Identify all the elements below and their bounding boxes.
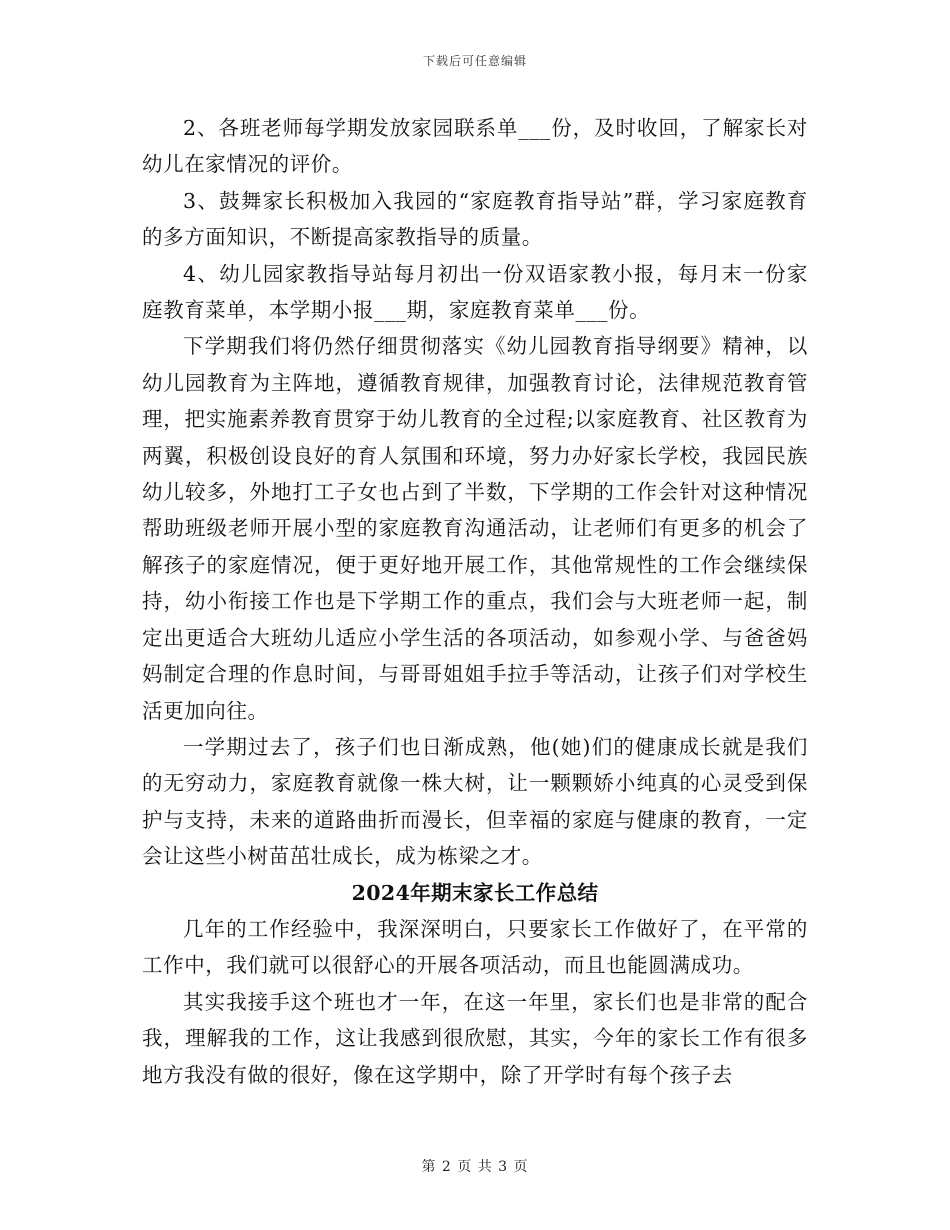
page-number: 第 2 页 共 3 页 xyxy=(421,1159,529,1175)
paragraph-item-4: 4、幼儿园家教指导站每月初出一份双语家教小报，每月末一份家庭教育菜单，本学期小报___期，家庭教育菜单___份。 xyxy=(142,261,808,323)
paragraph-conclusion: 一学期过去了，孩子们也日渐成熟，他(她)们的健康成长就是我们的无穷动力，家庭教育就像一株大树，让一颗颗娇小纯真的心灵受到保护与支持，未来的道路曲折而漫长，但幸福的家庭与健康的教育，一定会让这些小树苗茁壮成长，成为栋梁之才。 xyxy=(142,734,808,869)
paragraph-this-year: 其实我接手这个班也才一年，在这一年里，家长们也是非常的配合我，理解我的工作，这让我感到很欣慰，其实，今年的家长工作有很多地方我没有做的很好，像在这学期中，除了开学时有每个孩子去 xyxy=(142,989,808,1087)
paragraph-next-semester: 下学期我们将仍然仔细贯彻落实《幼儿园教育指导纲要》精神，以幼儿园教育为主阵地，遵循教育规律，加强教育讨论，法律规范教育管理，把实施素养教育贯穿于幼儿教育的全过程;以家庭教育、社区教育为两翼，积极创设良好的育人氛围和环境，努力办好家长学校，我园民族幼儿较多，外地打工子女也占到了半数，下学期的工作会针对这种情况帮助班级老师开展小型的家庭教育沟通活动，让老师们有更多的机会了解孩子的家庭情况，便于更好地开展工作，其他常规性的工作会继续保持，幼小衔接工作也是下学期工作的重点，我们会与大班老师一起，制定出更适合大班幼儿适应小学生活的各项活动，如参观小学、与爸爸妈妈制定合理的作息时间，与哥哥姐姐手拉手等活动，让孩子们对学校生活更加向往。 xyxy=(142,334,808,723)
paragraph-experience: 几年的工作经验中，我深深明白，只要家长工作做好了，在平常的工作中，我们就可以很舒心的开展各项活动，而且也能圆满成功。 xyxy=(142,916,808,978)
paragraph-item-3: 3、鼓舞家长积极加入我园的“家庭教育指导站”群，学习家庭教育的多方面知识，不断提高家教指导的质量。 xyxy=(142,188,808,250)
document-body xyxy=(142,110,808,1093)
section-title: 2024年期末家长工作总结 xyxy=(351,880,599,905)
paragraph-item-2: 2、各班老师每学期发放家园联系单___份，及时收回，了解家长对幼儿在家情况的评价。 xyxy=(142,116,808,177)
page-header: 下载后可任意编辑 xyxy=(422,54,527,68)
